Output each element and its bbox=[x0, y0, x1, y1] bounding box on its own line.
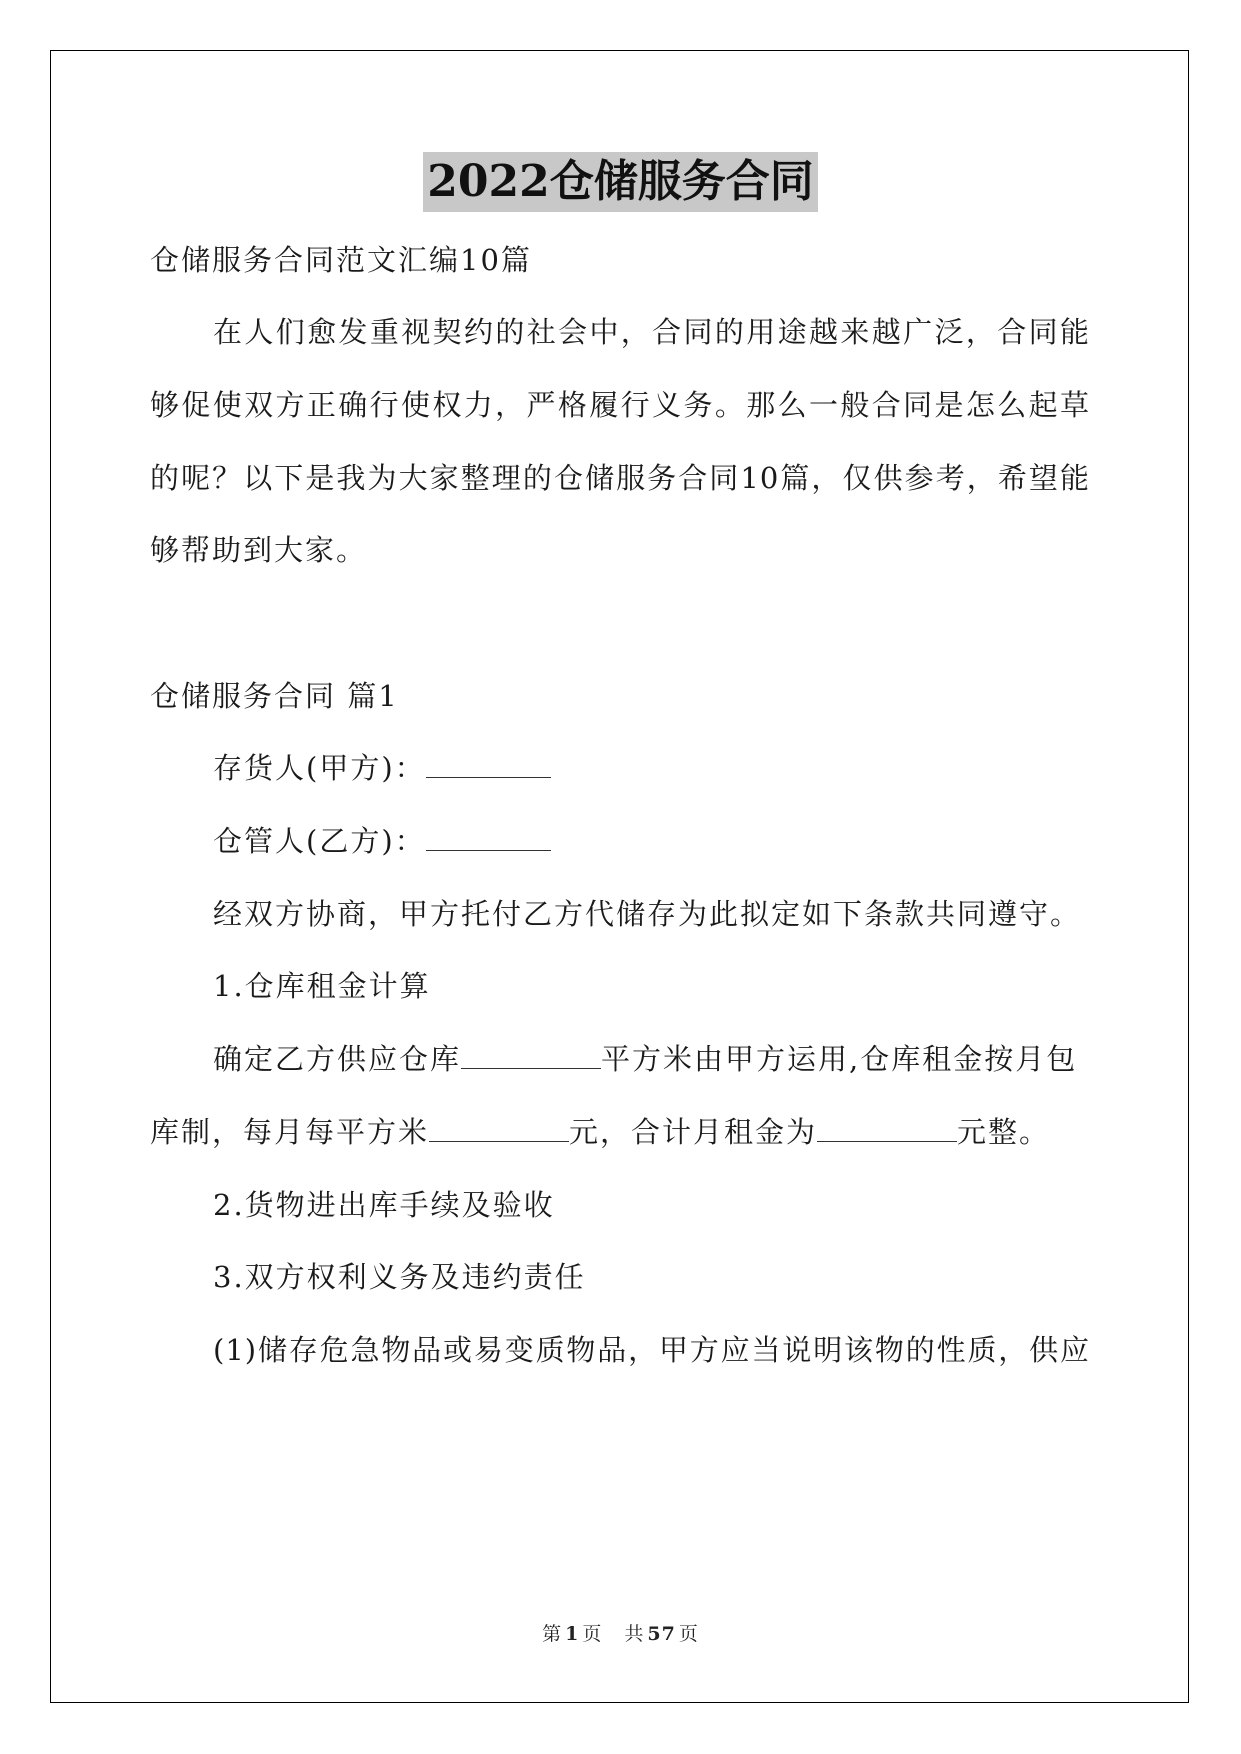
clause-1-text-b: 平方米由甲方运用,仓库租金按月包 bbox=[601, 1042, 1078, 1076]
intro-line-4: 够帮助到大家。 bbox=[150, 533, 368, 567]
clause-1-text-a: 确定乙方供应仓库 bbox=[213, 1042, 462, 1076]
intro-line-3: 的呢？以下是我为大家整理的仓储服务合同10篇，仅供参考，希望能 bbox=[150, 461, 1090, 495]
page-border bbox=[50, 50, 1189, 1703]
party-a-blank[interactable] bbox=[426, 749, 551, 778]
clause-1-line-2 bbox=[150, 1112, 1050, 1152]
page-footer bbox=[0, 1622, 1241, 1646]
clause-1-text-e: 元整。 bbox=[957, 1115, 1051, 1149]
party-b-line bbox=[213, 821, 551, 861]
clause-3-title: 3.双方权利义务及违约责任 bbox=[213, 1260, 586, 1294]
section-heading: 仓储服务合同 篇1 bbox=[150, 679, 399, 713]
area-blank[interactable] bbox=[461, 1040, 601, 1069]
total-pages: 57 bbox=[647, 1623, 676, 1645]
party-a-line bbox=[213, 748, 551, 788]
clause-1-text-d: 元，合计月租金为 bbox=[569, 1115, 818, 1149]
total-suffix: 页 bbox=[678, 1623, 699, 1645]
title-container bbox=[0, 152, 1241, 212]
page-prefix: 第 bbox=[542, 1623, 563, 1645]
agreement-line: 经双方协商，甲方托付乙方代储存为此拟定如下条款共同遵守。 bbox=[213, 897, 1082, 931]
intro-line-1: 在人们愈发重视契约的社会中，合同的用途越来越广泛，合同能 bbox=[213, 315, 1090, 349]
clause-1-line-1 bbox=[213, 1039, 1077, 1079]
party-b-label: 仓管人(乙方)： bbox=[213, 824, 426, 858]
party-a-label: 存货人(甲方)： bbox=[213, 751, 426, 785]
clause-1-title: 1.仓库租金计算 bbox=[213, 969, 431, 1003]
document-title: 2022仓储服务合同 bbox=[423, 152, 817, 212]
clause-2-title: 2.货物进出库手续及验收 bbox=[213, 1188, 555, 1222]
total-prefix: 共 bbox=[624, 1623, 645, 1645]
page-suffix: 页 bbox=[582, 1623, 603, 1645]
party-b-blank[interactable] bbox=[426, 822, 551, 851]
page-number: 1 bbox=[565, 1623, 580, 1645]
document-subtitle: 仓储服务合同范文汇编10篇 bbox=[150, 243, 532, 277]
intro-line-2: 够促使双方正确行使权力，严格履行义务。那么一般合同是怎么起草 bbox=[150, 388, 1090, 422]
clause-1-text-c: 库制，每月每平方米 bbox=[150, 1115, 430, 1149]
total-rent-blank[interactable] bbox=[817, 1113, 957, 1142]
clause-3-item-1: (1)储存危急物品或易变质物品，甲方应当说明该物的性质，供应 bbox=[213, 1333, 1090, 1367]
price-blank[interactable] bbox=[429, 1113, 569, 1142]
